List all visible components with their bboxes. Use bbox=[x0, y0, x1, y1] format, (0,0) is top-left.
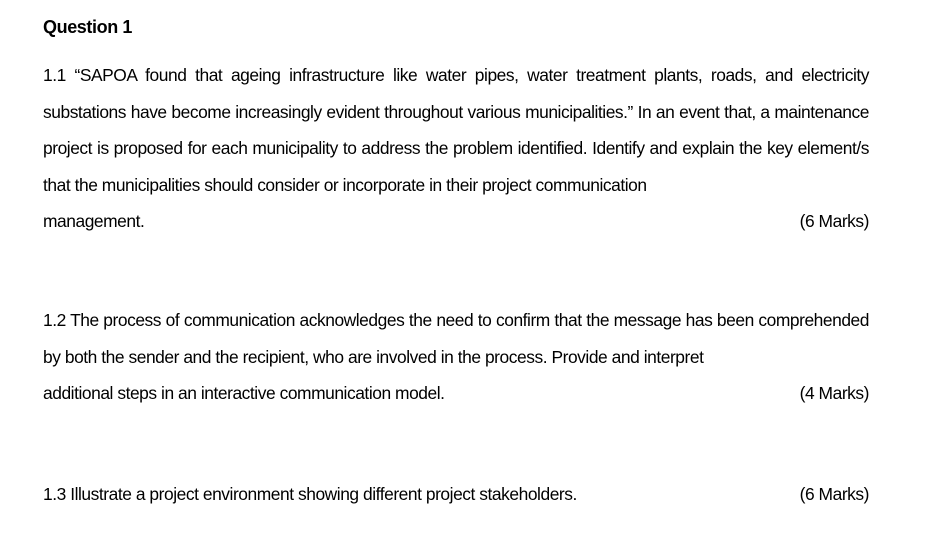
question-1-3-marks: (6 Marks) bbox=[799, 484, 869, 504]
question-1-3-last-line bbox=[43, 476, 869, 513]
section-heading: Question 1 bbox=[43, 17, 133, 37]
question-1-2-last-line bbox=[43, 375, 869, 412]
question-1-3 bbox=[43, 476, 869, 513]
question-1-1 bbox=[43, 57, 869, 240]
question-1-1-last-line bbox=[43, 203, 869, 240]
question-1-1-marks: (6 Marks) bbox=[799, 211, 869, 231]
question-1-2-marks: (4 Marks) bbox=[799, 383, 869, 403]
question-1-2 bbox=[43, 302, 869, 412]
question-1-1-body: 1.1 “SAPOA found that ageing infrastructure like water pipes, water treatment plants, roads, and electricity substations have become increasingly evident throughout various municipalities.” In an event that, a maintenance project is proposed for each municipality to address the problem identified. Identify and explain the key element/s that the municipalities should consider or incorporate in their project communication bbox=[43, 65, 869, 195]
question-1-2-body: 1.2 The process of communication acknowledges the need to confirm that the message has been comprehended by both the sender and the recipient, who are involved in the process. Provide and interpret bbox=[43, 310, 869, 367]
question-1-3-text: 1.3 Illustrate a project environment showing different project stakeholders. bbox=[43, 484, 577, 504]
question-1-1-last-text: management. bbox=[43, 211, 145, 231]
question-1-2-last-text: additional steps in an interactive communication model. bbox=[43, 383, 445, 403]
